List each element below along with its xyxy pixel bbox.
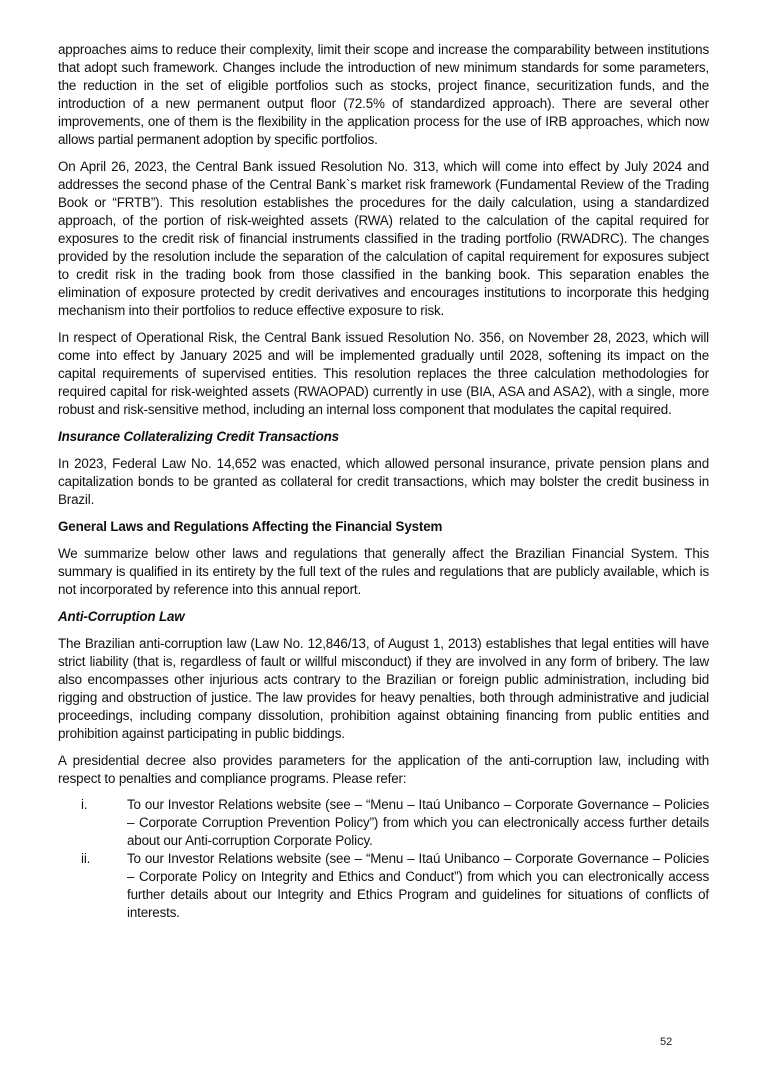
reference-text: To our Investor Relations website (see – “Menu – Itaú Unibanco – Corporate Governance – Policies – Corporate Corruption Prevention Policy”) from which you can electronically access further details about our Anti-corruption Corporate Policy. [127, 797, 709, 848]
paragraph-presidential-decree: A presidential decree also provides parameters for the application of the anti-corruption law, including with respect to penalties and compliance programs. Please refer: [58, 753, 709, 786]
reference-item [58, 796, 709, 850]
paragraph-insurance: In 2023, Federal Law No. 14,652 was enacted, which allowed personal insurance, private pension plans and capitalization bonds to be granted as collateral for credit transactions, which may bolster the credit business in Brazil. [58, 456, 709, 507]
section-heading-anti-corruption: Anti-Corruption Law [58, 609, 185, 624]
paragraph-basel-approaches: approaches aims to reduce their complexity, limit their scope and increase the comparability between institutions that adopt such framework. Changes include the introduction of new minimum standards for some parameters, the reduction in the set of eligible portfolios such as stocks, project finance, securitization funds, and the introduction of a new permanent output floor (72.5% of standardized approach). There are several other improvements, one of them is the flexibility in the application process for the use of IRB approaches, which now allows partial permanent adoption by specific portfolios. [58, 42, 709, 147]
paragraph-resolution-356: In respect of Operational Risk, the Central Bank issued Resolution No. 356, on November 28, 2023, which will come into effect by January 2025 and will be implemented gradually until 2028, softening its impact on the capital requirements of supervised entities. This resolution replaces the three calculation methodologies for required capital for risk-weighted assets (RWAOPAD) currently in use (BIA, ASA and ASA2), with a single, more robust and risk-sensitive method, including an internal loss component that modulates the capital required. [58, 330, 709, 417]
reference-item [58, 850, 709, 922]
document-page [58, 41, 709, 922]
paragraph-anti-corruption-law: The Brazilian anti-corruption law (Law No. 12,846/13, of August 1, 2013) establishes that legal entities will have strict liability (that is, regardless of fault or willful misconduct) if they are involved in any form of bribery. The law also encompasses other injurious acts contrary to the Brazilian or foreign public administration, including bid rigging and obstruction of justice. The law provides for heavy penalties, both through administrative and judicial proceedings, including company dissolution, prohibition against obtaining financing from public entities and prohibition against participating in public biddings. [58, 636, 709, 741]
list-marker: i. [81, 797, 88, 812]
section-heading-insurance: Insurance Collateralizing Credit Transactions [58, 429, 339, 444]
list-marker: ii. [81, 851, 91, 866]
reference-list [58, 796, 709, 922]
paragraph-general-laws: We summarize below other laws and regulations that generally affect the Brazilian Financial System. This summary is qualified in its entirety by the full text of the rules and regulations that are publicly available, which is not incorporated by reference into this annual report. [58, 546, 709, 597]
reference-text: To our Investor Relations website (see – “Menu – Itaú Unibanco – Corporate Governance – Policies – Corporate Policy on Integrity and Ethics and Conduct”) from which you can electronically access further details about our Integrity and Ethics Program and guidelines for situations of conflicts of interests. [127, 851, 709, 920]
page-number: 52 [660, 1036, 673, 1048]
section-heading-general-laws: General Laws and Regulations Affecting the Financial System [58, 519, 443, 534]
paragraph-resolution-313: On April 26, 2023, the Central Bank issued Resolution No. 313, which will come into effect by July 2024 and addresses the second phase of the Central Bank`s market risk framework (Fundamental Review of the Trading Book or “FRTB”). This resolution establishes the procedures for the daily calculation, using a standardized approach, of the portion of risk-weighted assets (RWA) related to the calculation of the capital required for exposures to the credit risk of financial instruments classified in the trading portfolio (RWADRC). The changes provided by the resolution include the separation of the calculation of capital requirement for exposures subject to credit risk in the trading book from those classified in the banking book. This separation enables the elimination of exposure protected by credit derivatives and encourages institutions to incorporate this hedging mechanism into their portfolios to reduce effective exposure to risk. [58, 159, 709, 318]
